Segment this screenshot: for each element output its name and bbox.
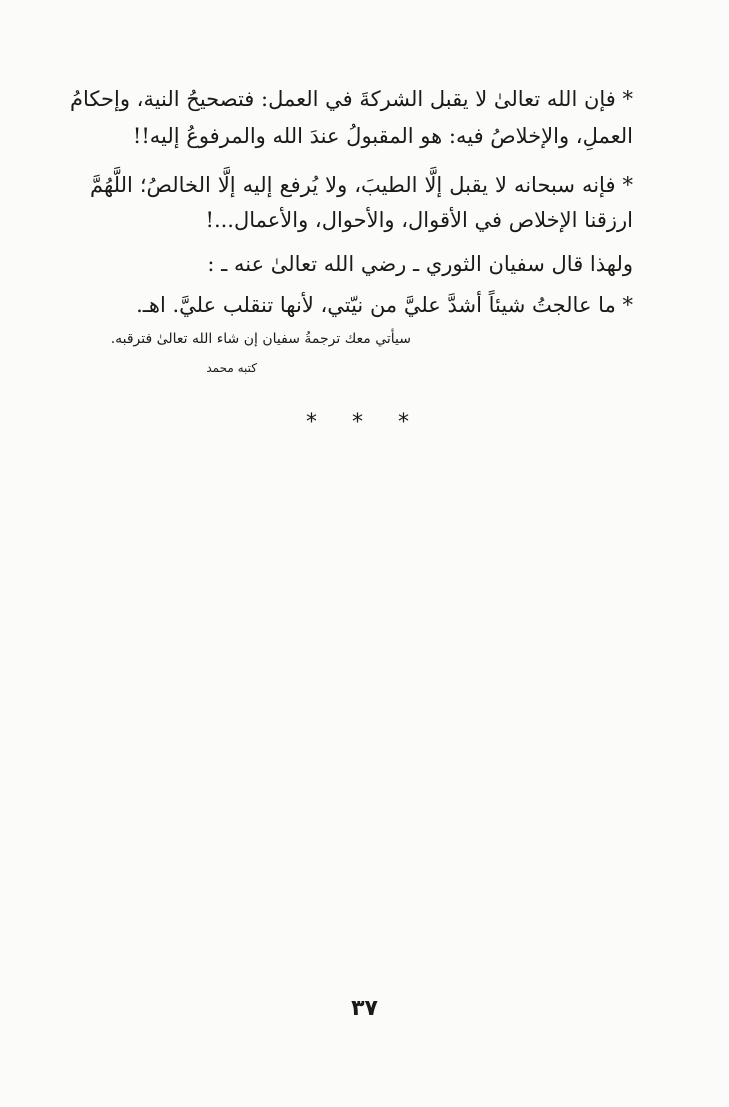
paragraph-1-line-2: العملِ، والإخلاصُ فيه: هو المقبولُ عندَ الله والمرفوعُ إليه!!: [132, 124, 633, 148]
handwritten-signature: كتبه محمد: [206, 361, 257, 375]
paragraph-2-line-2: ارزقنا الإخلاص في الأقوال، والأحوال، والأعمال...!: [205, 208, 633, 232]
handwritten-note: سيأتي معك ترجمةُ سفيان إن شاء الله تعالىٰ فترقبه.: [110, 331, 411, 347]
paragraph-4-quote: * ما عالجتُ شيئاً أشدَّ عليَّ من نيّتي، لأنها تنقلب عليَّ. اهـ.: [136, 293, 633, 317]
paragraph-3-line-1: ولهذا قال سفيان الثوري ـ رضي الله تعالىٰ عنه ـ :: [207, 252, 633, 276]
paragraph-2-line-1: * فإنه سبحانه لا يقبل إلَّا الطيبَ، ولا يُرفع إليه إلَّا الخالصُ؛ اللَّهُمَّ: [90, 173, 633, 197]
paragraph-1-line-1: * فإن الله تعالىٰ لا يقبل الشركةَ في العمل: فتصحيحُ النية، وإحكامُ: [70, 87, 633, 111]
page-number: ٣٧: [351, 996, 378, 1021]
section-separator: * * *: [306, 410, 423, 435]
